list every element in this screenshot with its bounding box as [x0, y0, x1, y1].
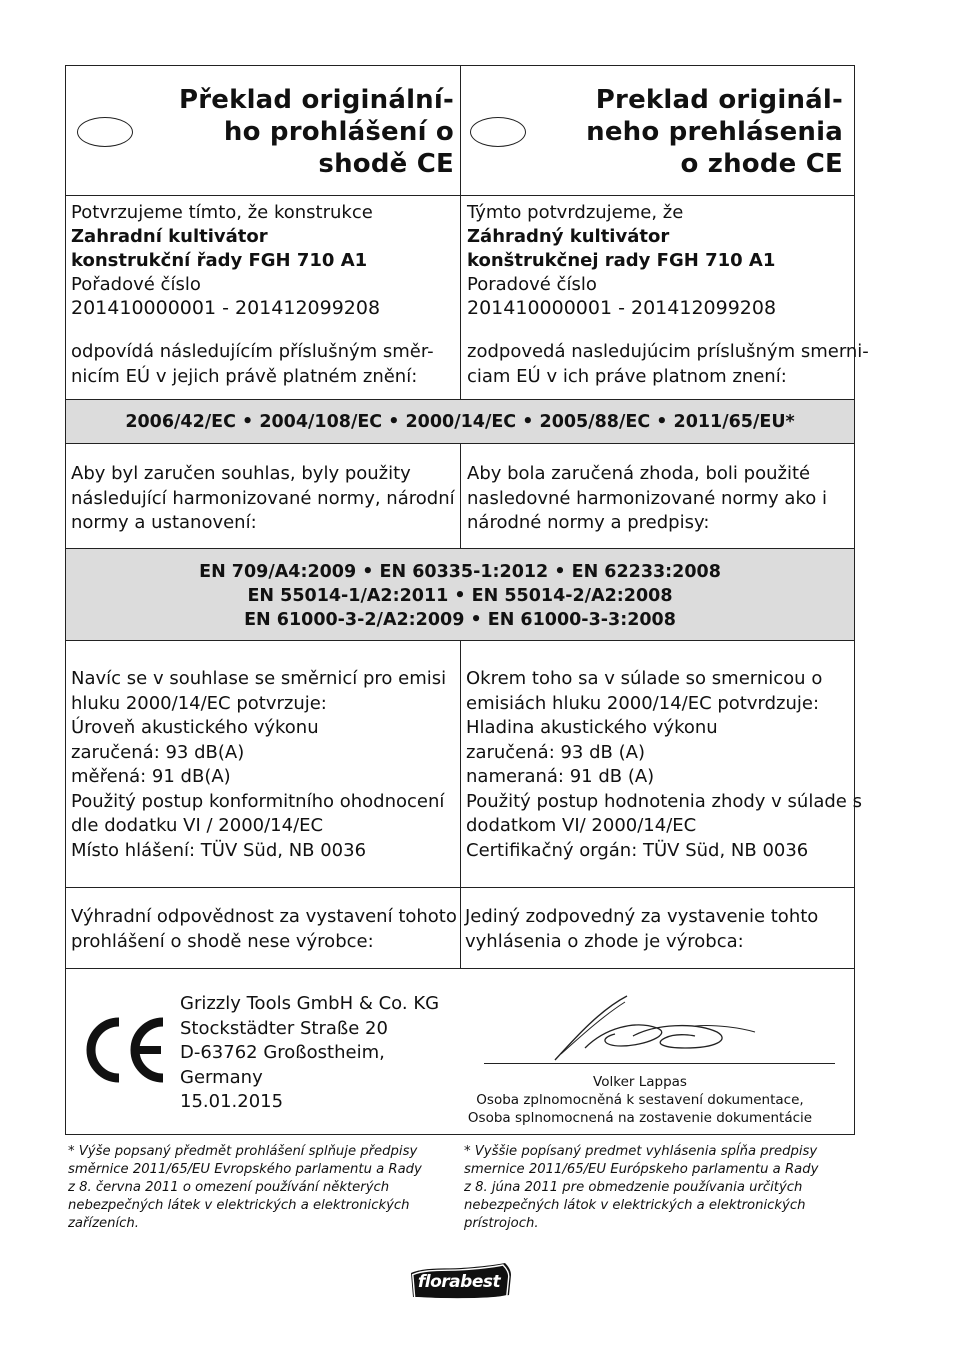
sk-product-series: konštrukčnej rady FGH 710 A1: [467, 250, 776, 271]
sk-serial-label: Poradové číslo: [467, 274, 597, 295]
cz-harmonized-text: Aby byl zaručen souhlas, byly použity následující harmonizované normy, národní normy a ustanovení:: [71, 463, 455, 533]
cz-responsibility: Výhradní odpovědnost za vystavení tohoto prohlášení o shodě nese výrobce:: [71, 906, 457, 952]
cz-product-series: konstrukční řady FGH 710 A1: [71, 250, 368, 271]
signature-line: [484, 1063, 835, 1064]
column-divider: [460, 443, 461, 548]
directives-list: 2006/42/EC • 2004/108/EC • 2000/14/EC • 2005/88/EC • 2011/65/EU*: [125, 412, 795, 432]
sk-serial: 201410000001 - 201412099208: [467, 297, 777, 319]
manufacturer-address: Grizzly Tools GmbH & Co. KG Stockstädter Straße 20 D-63762 Großostheim, Germany 15.01.2015: [180, 993, 440, 1112]
divider: [65, 968, 855, 969]
sk-product-name: Záhradný kultivátor: [467, 226, 670, 247]
standard-line: EN 709/A4:2009 • EN 60335-1:2012 • EN 62233:2008: [199, 562, 721, 582]
cz-serial: 201410000001 - 201412099208: [71, 297, 381, 319]
cz-intro: Potvrzujeme tímto, že konstrukce: [71, 202, 373, 223]
ce-mark-icon: [83, 1016, 171, 1084]
cz-footnote: * Výše popsaný předmět prohlášení splňuje předpisy směrnice 2011/65/EU Evropského parlamentu a Rady z 8. června 2011 o omezení používání některých nebezpečných látek v elektrických a elektronických zařízeních.: [68, 1144, 422, 1231]
sk-responsibility: Jediný zodpovedný za vystavenie tohto vyhlásenia o zhode je výrobca:: [465, 906, 819, 952]
cz-serial-label: Pořadové číslo: [71, 274, 201, 295]
divider: [65, 548, 855, 549]
language-flag-cz: [77, 117, 133, 147]
florabest-logo: [405, 1263, 515, 1301]
cz-product-name: Zahradní kultivátor: [71, 226, 268, 247]
sk-noise-text: Okrem toho sa v súlade so smernicou o emisiách hluku 2000/14/EC potvrdzuje: Hladina akustického výkonu zaručená: 93 dB (A) nameraná: 91 dB (A) Použitý postup hodnotenia zhody v súlade s dodatkom VI/ 2000/14/EC Certifikačný orgán: TÜV Süd, NB 0036: [466, 668, 862, 861]
signature-image: [545, 988, 775, 1064]
logo-text: florabest: [417, 1272, 501, 1292]
standard-line: EN 55014-1/A2:2011 • EN 55014-2/A2:2008: [247, 586, 673, 606]
signatory-role-sk: Osoba splnomocnená na zostavenie dokumentácie: [467, 1110, 813, 1126]
cz-conformity: odpovídá následujícím příslušným směr- nicím EÚ v jejich právě platném znění:: [71, 341, 434, 387]
sk-harmonized-text: Aby bola zaručená zhoda, boli použité nasledovné harmonizované normy ako i národné normy a predpisy:: [467, 463, 827, 533]
sk-intro: Týmto potvrdzujeme, že: [467, 202, 684, 223]
column-divider: [460, 65, 461, 399]
signatory-role-cz: Osoba zplnomocněná k sestavení dokumentace,: [476, 1092, 804, 1108]
sk-footnote: * Vyššie popísaný predmet vyhlásenia spĺňa predpisy smernice 2011/65/EU Európskeho parlamentu a Rady z 8. júna 2011 pre obmedzenie používania určitých nebezpečných látok v elektrických a elektronických prístrojoch.: [464, 1144, 819, 1231]
sk-title: Preklad originál- neho prehlásenia o zhode CE: [586, 85, 843, 179]
cz-title: Překlad originální- ho prohlášení o shodě CE: [178, 85, 454, 179]
column-divider: [460, 640, 461, 968]
cz-noise-text: Navíc se v souhlase se směrnicí pro emisi hluku 2000/14/EC potvrzuje: Úroveň akustického výkonu zaručená: 93 dB(A) měřená: 91 dB(A) Použitý postup konformitního ohodnocení dle dodatku VI / 2000/14/EC Místo hlášení: TÜV Süd, NB 0036: [71, 668, 447, 861]
signatory-name: Volker Lappas: [593, 1074, 687, 1090]
divider: [65, 399, 855, 400]
sk-conformity: zodpovedá nasledujúcim príslušným smerni- ciam EÚ v ich práve platnom znení:: [467, 341, 869, 387]
language-flag-sk: [470, 117, 526, 147]
standard-line: EN 61000-3-2/A2:2009 • EN 61000-3-3:2008: [244, 610, 676, 630]
